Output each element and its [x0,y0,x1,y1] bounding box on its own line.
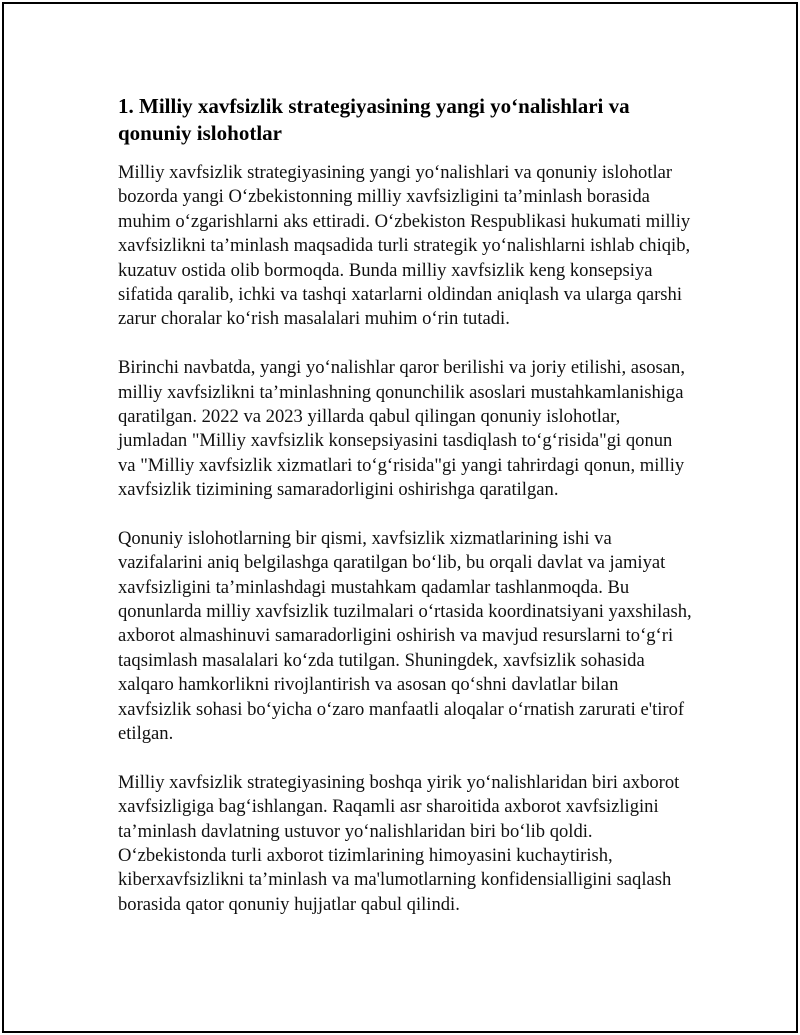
paragraph-line: bozorda yangi O‘zbekistonning milliy xavfsizligini ta’minlash borasida [118,186,650,208]
paragraph-line: xavfsizligiga bag‘ishlangan. Raqamli asr sharoitida axborot xavfsizligini [118,796,659,818]
paragraph-line: qonunlarda milliy xavfsizlik tuzilmalari o‘rtasida koordinatsiyani yaxshilash, [118,601,692,623]
section-heading [118,93,718,147]
heading-line: qonuniy islohotlar [118,121,282,145]
paragraph-line: kuzatuv ostida olib bormoqda. Bunda milliy xavfsizlik keng konsepsiya [118,259,653,281]
paragraph-line: zarur choralar ko‘rish masalalari muhim o‘rin tutadi. [118,308,510,330]
paragraph-4 [118,771,718,917]
paragraph-line: axborot almashinuvi samaradorligini oshirish va mavjud resurslarni to‘g‘ri [118,625,674,647]
paragraph-line: milliy xavfsizlikni ta’minlashning qonunchilik asoslari mustahkamlanishiga [118,381,684,403]
paragraph-line: Milliy xavfsizlik strategiyasining yangi yo‘nalishlari va qonuniy islohotlar [118,162,673,183]
paragraph-line: kiberxavfsizlikni ta’minlash va ma'lumotlarning konfidensialligini saqlash [118,869,672,891]
paragraph-line: xavfsizligini ta’minlashdagi mustahkam qadamlar tashlanmoqda. Bu [118,576,630,598]
paragraph-line: jumladan "Milliy xavfsizlik konsepsiyasini tasdiqlash to‘g‘risida"gi qonun [118,430,673,452]
paragraph-line: O‘zbekistonda turli axborot tizimlarining himoyasini kuchaytirish, [118,844,613,866]
paragraph-line: qaratilgan. 2022 va 2023 yillarda qabul qilingan qonuniy islohotlar, [118,405,621,427]
paragraph-line: Qonuniy islohotlarning bir qismi, xavfsizlik xizmatlarining ishi va [118,527,612,549]
paragraph-line: muhim o‘zgarishlarni aks ettiradi. O‘zbekiston Respublikasi hukumati milliy [118,210,691,232]
paragraph-line: taqsimlash masalalari ko‘zda tutilgan. Shuningdek, xavfsizlik sohasida [118,649,645,671]
paragraph-line: xalqaro hamkorlikni rivojlantirish va asosan qo‘shni davlatlar bilan [118,674,619,696]
paragraph-line: xavfsizlikni ta’minlash maqsadida turli strategik yo‘nalishlarni ishlab chiqib, [118,235,691,257]
paragraph-line: Birinchi navbatda, yangi yo‘nalishlar qaror berilishi va joriy etilishi, asosan, [118,357,685,379]
paragraph-line: xavfsizlik tizimining samaradorligini oshirishga qaratilgan. [118,479,559,501]
heading-line: 1. Milliy xavfsizlik strategiyasining yangi yo‘nalishlari va [118,94,630,118]
document-body [118,93,718,942]
paragraph-line: ta’minlash davlatning ustuvor yo‘nalishlaridan biri bo‘lib qoldi. [118,820,593,842]
paragraph-1 [118,161,718,332]
paragraph-line: va "Milliy xavfsizlik xizmatlari to‘g‘risida"gi yangi tahrirdagi qonun, milliy [118,454,685,476]
paragraph-line: xavfsizlik sohasi bo‘yicha o‘zaro manfaatli aloqalar o‘rnatish zarurati e'tirof [118,698,685,720]
paragraph-line: sifatida qaralib, ichki va tashqi xatarlarni oldindan aniqlash va ularga qarshi [118,283,683,305]
paragraph-2 [118,356,718,502]
paragraph-line: etilgan. [118,722,174,744]
paragraph-line: Milliy xavfsizlik strategiyasining boshqa yirik yo‘nalishlaridan biri axborot [118,771,680,793]
paragraph-3 [118,527,718,747]
paragraph-line: vazifalarini aniq belgilashga qaratilgan bo‘lib, bu orqali davlat va jamiyat [118,552,666,574]
paragraph-line: borasida qator qonuniy hujjatlar qabul qilindi. [118,893,460,915]
